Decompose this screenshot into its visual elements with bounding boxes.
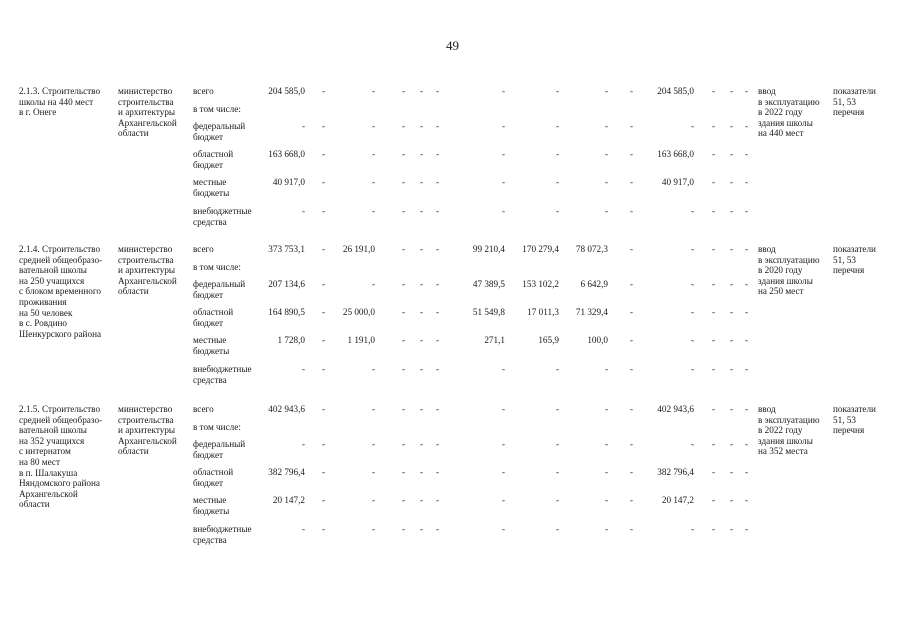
cell-value: - (630, 467, 634, 477)
cell-value: - (322, 279, 326, 289)
cell-value: - (501, 467, 505, 477)
cell-value: - (630, 439, 634, 449)
cell-value: 163 668,0 (657, 149, 694, 159)
cell-value: - (555, 524, 559, 534)
cell-value: - (501, 149, 505, 159)
cell-value: - (730, 206, 734, 216)
cell-value: - (402, 439, 406, 449)
cell-value: - (402, 279, 406, 289)
row-label: в том числе: (193, 262, 241, 272)
row-label: местные бюджеты (193, 495, 230, 516)
total-value: - (301, 364, 305, 374)
total-value: 164 890,5 (268, 307, 305, 317)
cell-value: - (371, 364, 375, 374)
total-value: 1 728,0 (277, 335, 305, 345)
cell-value: - (730, 364, 734, 374)
row-label: областной бюджет (193, 307, 234, 328)
cell-value: - (436, 524, 440, 534)
cell-value: - (630, 495, 634, 505)
cell-value: - (630, 244, 634, 254)
responsible-body: министерство строительства и архитектуры Архангельской области (118, 404, 177, 457)
cell-value: - (402, 307, 406, 317)
cell-value: - (402, 177, 406, 187)
total-value: 20 147,2 (272, 495, 305, 505)
cell-value: - (712, 404, 716, 414)
cell-value: - (436, 279, 440, 289)
total-value: - (301, 206, 305, 216)
cell-value: - (402, 404, 406, 414)
cell-value: - (420, 86, 424, 96)
cell-value: - (745, 86, 749, 96)
cell-value: - (371, 439, 375, 449)
cell-value: - (730, 524, 734, 534)
expected-result: ввод в эксплуатацию в 2022 году здания школы на 352 места (758, 404, 820, 457)
cell-value: - (630, 307, 634, 317)
cell-value: - (604, 121, 608, 131)
cell-value: - (712, 524, 716, 534)
cell-value: - (630, 121, 634, 131)
total-value: 163 668,0 (268, 149, 305, 159)
cell-value: - (436, 439, 440, 449)
cell-value: - (402, 149, 406, 159)
cell-value: - (371, 177, 375, 187)
cell-value: - (712, 279, 716, 289)
cell-value: - (555, 467, 559, 477)
cell-value: - (420, 121, 424, 131)
project-block (0, 86, 905, 236)
cell-value: - (630, 279, 634, 289)
cell-value: - (371, 279, 375, 289)
row-label: областной бюджет (193, 149, 234, 170)
cell-value: 71 329,4 (575, 307, 608, 317)
project-block (0, 244, 905, 394)
row-label: всего (193, 86, 214, 96)
project-title: 2.1.5. Строительство средней общеобразо- вательной школы на 352 учащихся с интернатом на 80 мест в п. Шалакуша Няндомского района Архангельской области (19, 404, 103, 510)
cell-value: - (436, 244, 440, 254)
total-value: 402 943,6 (268, 404, 305, 414)
cell-value: - (630, 335, 634, 345)
cell-value: - (501, 524, 505, 534)
cell-value: - (690, 244, 694, 254)
cell-value: - (322, 244, 326, 254)
cell-value: - (436, 86, 440, 96)
cell-value: - (420, 244, 424, 254)
cell-value: - (371, 404, 375, 414)
cell-value: - (630, 177, 634, 187)
cell-value: - (630, 149, 634, 159)
row-label: всего (193, 404, 214, 414)
cell-value: - (690, 439, 694, 449)
cell-value: - (604, 364, 608, 374)
cell-value: - (402, 364, 406, 374)
cell-value: - (322, 149, 326, 159)
cell-value: - (630, 524, 634, 534)
cell-value: - (730, 467, 734, 477)
expected-result: ввод в эксплуатацию в 2020 году здания школы на 250 мест (758, 244, 820, 297)
cell-value: - (420, 495, 424, 505)
cell-value: 1 191,0 (347, 335, 375, 345)
cell-value: - (420, 335, 424, 345)
cell-value: - (730, 404, 734, 414)
cell-value: - (555, 121, 559, 131)
page-number: 49 (446, 38, 459, 53)
cell-value: - (604, 495, 608, 505)
cell-value: - (371, 524, 375, 534)
cell-value: - (322, 307, 326, 317)
total-value: 204 585,0 (268, 86, 305, 96)
cell-value: - (436, 177, 440, 187)
row-label: местные бюджеты (193, 177, 230, 198)
cell-value: - (712, 495, 716, 505)
cell-value: - (322, 467, 326, 477)
cell-value: - (745, 495, 749, 505)
cell-value: - (730, 335, 734, 345)
cell-value: - (322, 335, 326, 345)
cell-value: - (555, 439, 559, 449)
row-label: федеральный бюджет (193, 121, 246, 142)
cell-value: 47 389,5 (472, 279, 505, 289)
cell-value: - (402, 121, 406, 131)
total-value: 373 753,1 (268, 244, 305, 254)
cell-value: - (712, 149, 716, 159)
cell-value: - (420, 439, 424, 449)
cell-value: - (604, 404, 608, 414)
cell-value: - (604, 467, 608, 477)
cell-value: 153 102,2 (522, 279, 559, 289)
cell-value: - (712, 335, 716, 345)
cell-value: - (501, 121, 505, 131)
cell-value: - (690, 524, 694, 534)
cell-value: 402 943,6 (657, 404, 694, 414)
cell-value: - (712, 86, 716, 96)
cell-value: - (322, 404, 326, 414)
cell-value: - (322, 177, 326, 187)
cell-value: - (690, 206, 694, 216)
cell-value: - (501, 86, 505, 96)
cell-value: - (322, 86, 326, 96)
cell-value: - (555, 149, 559, 159)
cell-value: - (436, 307, 440, 317)
cell-value: - (712, 244, 716, 254)
cell-value: - (745, 206, 749, 216)
project-title: 2.1.4. Строительство средней общеобразо- вательной школы на 250 учащихся с блоком временного проживания на 50 человек в с. Ровдино Шенкурского района (19, 244, 103, 339)
cell-value: 26 191,0 (342, 244, 375, 254)
cell-value: - (745, 335, 749, 345)
cell-value: - (322, 364, 326, 374)
cell-value: - (371, 149, 375, 159)
cell-value: - (501, 495, 505, 505)
cell-value: - (436, 121, 440, 131)
cell-value: - (712, 206, 716, 216)
cell-value: - (420, 364, 424, 374)
cell-value: - (402, 495, 406, 505)
cell-value: - (630, 86, 634, 96)
cell-value: - (371, 206, 375, 216)
row-label: внебюджетные средства (193, 524, 252, 545)
cell-value: - (402, 244, 406, 254)
cell-value: - (730, 244, 734, 254)
row-label: внебюджетные средства (193, 206, 252, 227)
cell-value: 20 147,2 (661, 495, 694, 505)
indicators: показатели 51, 53 перечня (833, 404, 876, 436)
row-label: всего (193, 244, 214, 254)
cell-value: - (501, 439, 505, 449)
expected-result: ввод в эксплуатацию в 2022 году здания школы на 440 мест (758, 86, 820, 139)
total-value: 207 134,6 (268, 279, 305, 289)
cell-value: - (402, 335, 406, 345)
cell-value: - (604, 206, 608, 216)
cell-value: - (402, 86, 406, 96)
cell-value: - (730, 307, 734, 317)
cell-value: - (436, 495, 440, 505)
cell-value: - (420, 404, 424, 414)
cell-value: - (712, 364, 716, 374)
cell-value: - (730, 177, 734, 187)
cell-value: - (436, 404, 440, 414)
cell-value: 382 796,4 (657, 467, 694, 477)
cell-value: - (690, 279, 694, 289)
total-value: 382 796,4 (268, 467, 305, 477)
cell-value: - (745, 307, 749, 317)
total-value: - (301, 439, 305, 449)
cell-value: - (436, 467, 440, 477)
cell-value: - (555, 364, 559, 374)
project-block (0, 404, 905, 554)
cell-value: - (555, 177, 559, 187)
cell-value: - (712, 307, 716, 317)
cell-value: - (730, 495, 734, 505)
cell-value: - (501, 177, 505, 187)
cell-value: - (420, 524, 424, 534)
row-label: внебюджетные средства (193, 364, 252, 385)
cell-value: 100,0 (587, 335, 608, 345)
cell-value: - (436, 149, 440, 159)
cell-value: 204 585,0 (657, 86, 694, 96)
cell-value: - (402, 467, 406, 477)
cell-value: - (371, 495, 375, 505)
project-title: 2.1.3. Строительство школы на 440 мест в г. Онеге (19, 86, 101, 118)
row-label: в том числе: (193, 104, 241, 114)
total-value: - (301, 524, 305, 534)
cell-value: 40 917,0 (661, 177, 694, 187)
cell-value: - (555, 206, 559, 216)
cell-value: - (371, 467, 375, 477)
cell-value: - (745, 244, 749, 254)
cell-value: - (555, 86, 559, 96)
cell-value: - (712, 177, 716, 187)
cell-value: - (402, 524, 406, 534)
cell-value: - (371, 86, 375, 96)
cell-value: 99 210,4 (472, 244, 505, 254)
cell-value: - (690, 121, 694, 131)
cell-value: 6 642,9 (580, 279, 608, 289)
cell-value: - (501, 404, 505, 414)
cell-value: - (745, 467, 749, 477)
cell-value: - (555, 404, 559, 414)
cell-value: - (501, 206, 505, 216)
cell-value: - (712, 121, 716, 131)
indicators: показатели 51, 53 перечня (833, 244, 876, 276)
cell-value: - (436, 335, 440, 345)
cell-value: - (371, 121, 375, 131)
cell-value: 51 549,8 (472, 307, 505, 317)
cell-value: - (420, 149, 424, 159)
row-label: федеральный бюджет (193, 279, 246, 300)
cell-value: - (745, 524, 749, 534)
cell-value: - (322, 121, 326, 131)
cell-value: 271,1 (484, 335, 505, 345)
row-label: федеральный бюджет (193, 439, 246, 460)
cell-value: - (436, 364, 440, 374)
cell-value: - (604, 177, 608, 187)
row-label: местные бюджеты (193, 335, 230, 356)
cell-value: - (436, 206, 440, 216)
cell-value: - (745, 121, 749, 131)
cell-value: - (420, 467, 424, 477)
cell-value: 170 279,4 (522, 244, 559, 254)
responsible-body: министерство строительства и архитектуры Архангельской области (118, 86, 177, 139)
cell-value: - (730, 86, 734, 96)
cell-value: - (690, 364, 694, 374)
cell-value: - (604, 439, 608, 449)
cell-value: - (712, 439, 716, 449)
cell-value: 17 011,3 (527, 307, 559, 317)
total-value: - (301, 121, 305, 131)
row-label: в том числе: (193, 422, 241, 432)
cell-value: - (690, 307, 694, 317)
cell-value: - (745, 279, 749, 289)
cell-value: - (730, 121, 734, 131)
cell-value: - (322, 524, 326, 534)
cell-value: - (630, 364, 634, 374)
cell-value: - (322, 206, 326, 216)
cell-value: - (420, 307, 424, 317)
total-value: 40 917,0 (272, 177, 305, 187)
cell-value: - (604, 149, 608, 159)
cell-value: - (630, 404, 634, 414)
cell-value: 25 000,0 (342, 307, 375, 317)
cell-value: - (501, 364, 505, 374)
cell-value: - (745, 439, 749, 449)
cell-value: - (420, 279, 424, 289)
row-label: областной бюджет (193, 467, 234, 488)
cell-value: - (730, 279, 734, 289)
cell-value: - (322, 439, 326, 449)
cell-value: - (745, 364, 749, 374)
cell-value: 165,9 (538, 335, 559, 345)
cell-value: - (604, 86, 608, 96)
cell-value: - (420, 206, 424, 216)
cell-value: - (745, 404, 749, 414)
cell-value: - (730, 149, 734, 159)
cell-value: - (402, 206, 406, 216)
cell-value: - (420, 177, 424, 187)
cell-value: - (555, 495, 559, 505)
cell-value: 78 072,3 (575, 244, 608, 254)
cell-value: - (630, 206, 634, 216)
cell-value: - (322, 495, 326, 505)
cell-value: - (730, 439, 734, 449)
indicators: показатели 51, 53 перечня (833, 86, 876, 118)
cell-value: - (745, 149, 749, 159)
cell-value: - (712, 467, 716, 477)
cell-value: - (604, 524, 608, 534)
cell-value: - (745, 177, 749, 187)
cell-value: - (690, 335, 694, 345)
responsible-body: министерство строительства и архитектуры Архангельской области (118, 244, 177, 297)
